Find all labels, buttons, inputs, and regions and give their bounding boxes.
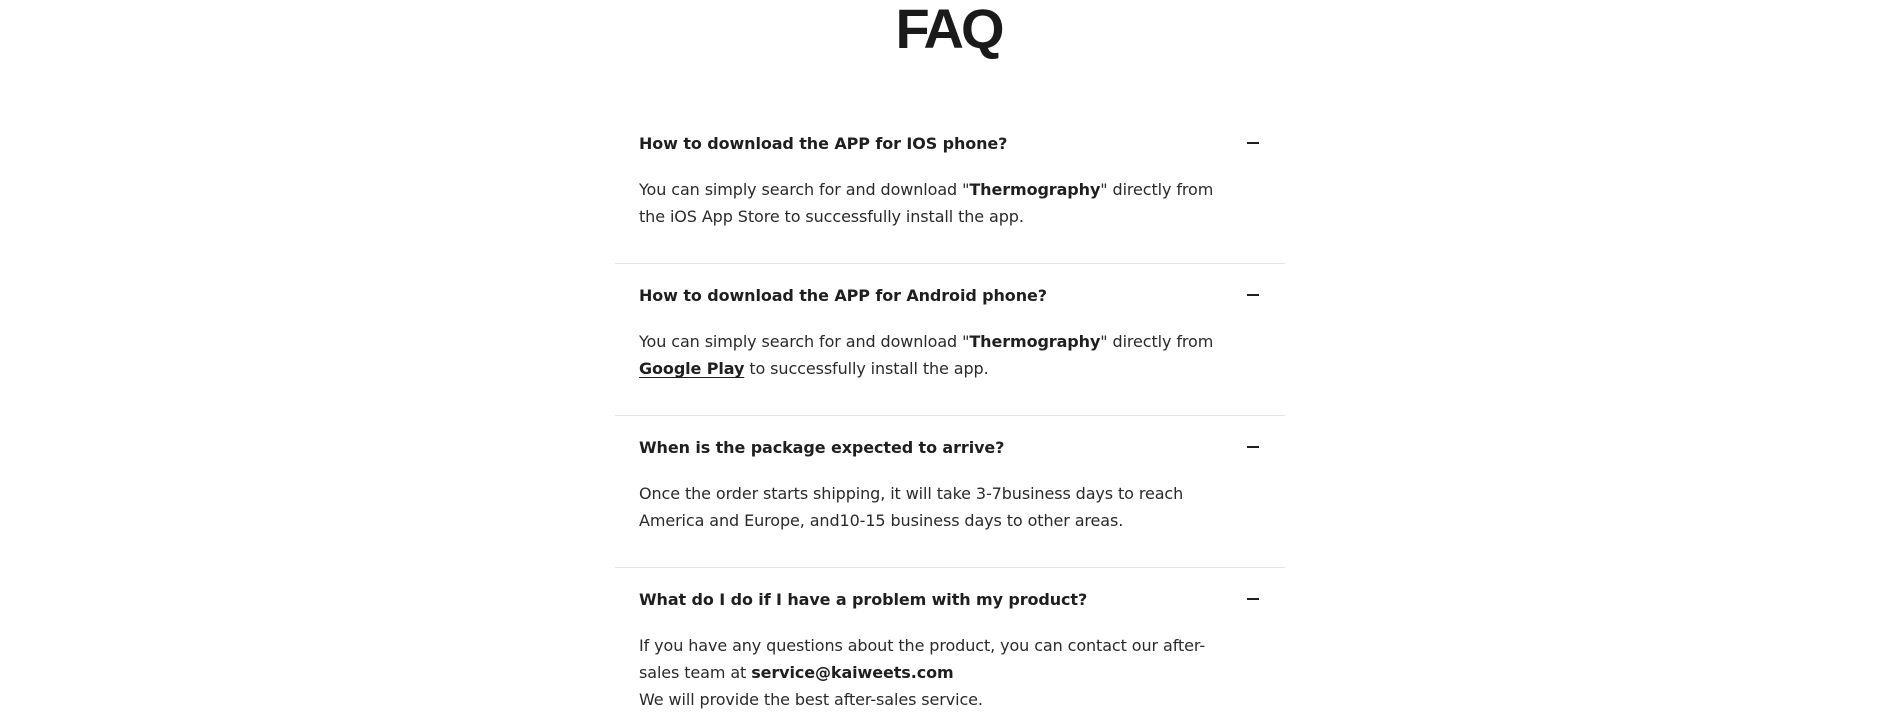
- faq-answer-android: [639, 328, 1239, 382]
- faq-question-label: How to download the APP for IOS phone?: [639, 133, 1008, 153]
- faq-item-android: [615, 264, 1285, 416]
- app-name: Thermography: [969, 180, 1101, 199]
- app-name: Thermography: [969, 332, 1101, 351]
- faq-answer-ios: [639, 176, 1239, 230]
- answer-text: " directly from the iOS App Store to successfully install the app.: [639, 180, 1214, 226]
- faq-question-label: How to download the APP for Android phone?: [639, 285, 1047, 305]
- faq-list: [615, 112, 1285, 720]
- faq-item-ios: [615, 112, 1285, 264]
- answer-text: We will provide the best after-sales service.: [639, 690, 983, 709]
- faq-question-shipping[interactable]: [639, 434, 1261, 460]
- answer-text: If you have any questions about the product, you can contact our after-sales team at: [639, 636, 1205, 682]
- minus-icon[interactable]: [1247, 598, 1259, 600]
- support-email: service@kaiweets.com: [751, 663, 954, 682]
- answer-text: to successfully install the app.: [744, 359, 989, 378]
- faq-item-support: [615, 568, 1285, 720]
- faq-question-ios[interactable]: [639, 130, 1261, 156]
- faq-question-support[interactable]: [639, 586, 1261, 612]
- answer-text: You can simply search for and download ": [639, 180, 970, 199]
- minus-icon[interactable]: [1247, 142, 1259, 144]
- faq-answer-support: [639, 632, 1239, 713]
- google-play-link[interactable]: Google Play: [639, 359, 745, 378]
- minus-icon[interactable]: [1247, 446, 1259, 448]
- faq-question-label: What do I do if I have a problem with my product?: [639, 589, 1088, 609]
- faq-item-shipping: [615, 416, 1285, 568]
- page-title: FAQ: [895, 0, 1002, 60]
- answer-text: Once the order starts shipping, it will take 3-7business days to reach America and Europe, and10-15 business days to other areas.: [639, 484, 1184, 530]
- answer-text: " directly from: [1100, 332, 1214, 351]
- faq-question-android[interactable]: [639, 282, 1261, 308]
- answer-text: You can simply search for and download ": [639, 332, 970, 351]
- faq-question-label: When is the package expected to arrive?: [639, 437, 1005, 457]
- minus-icon[interactable]: [1247, 294, 1259, 296]
- faq-answer-shipping: [639, 480, 1239, 534]
